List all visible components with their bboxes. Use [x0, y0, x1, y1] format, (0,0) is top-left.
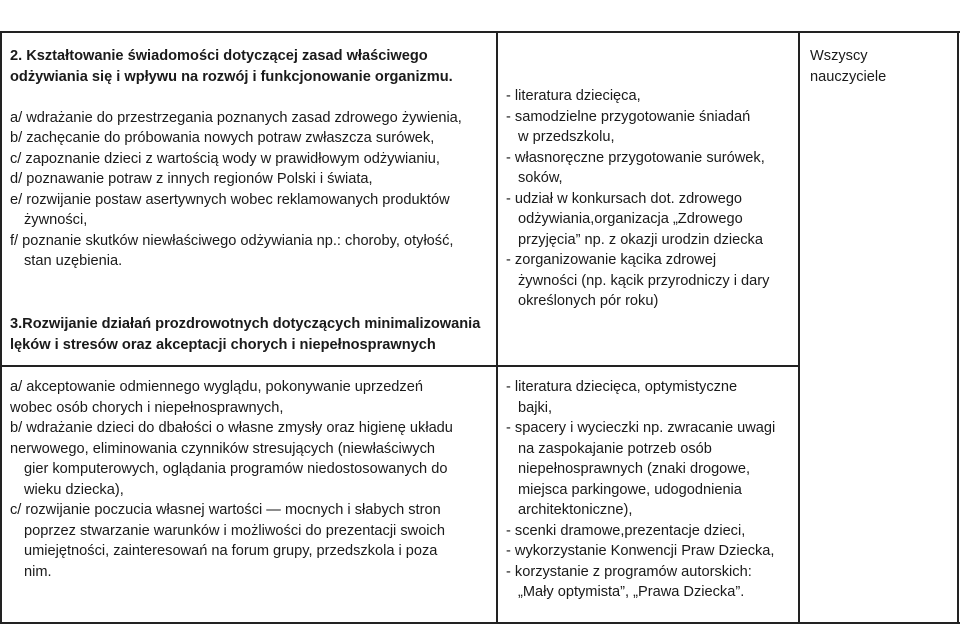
- task-item-continuation: poprzez stwarzanie warunków i możliwości do prezentacji swoich: [24, 522, 445, 539]
- method-item: - samodzielne przygotowanie śniadań: [506, 108, 751, 125]
- method-item-continuation: miejsca parkingowe, udogodnienia: [518, 481, 742, 498]
- table-left-border: [0, 31, 2, 624]
- section2-heading-line2: odżywiania się i wpływu na rozwój i funkcjonowanie organizmu.: [10, 68, 453, 85]
- section3-methods-cell: [506, 377, 775, 603]
- method-item: - korzystanie z programów autorskich:: [506, 563, 752, 580]
- task-item: a/ akceptowanie odmiennego wyglądu, pokonywanie uprzedzeń: [10, 379, 423, 395]
- section3-tasks-cell: [10, 377, 453, 582]
- method-item-continuation: niepełnosprawnych (znaki drogowe,: [518, 461, 751, 477]
- task-item-continuation: nerwowego, eliminowania czynników stresujących (niewłaściwych: [10, 440, 436, 457]
- section3-heading-line1: 3.Rozwijanie działań prozdrowotnych dotyczących minimalizowania: [10, 316, 481, 332]
- responsible-line2: nauczyciele: [810, 68, 887, 85]
- method-item-continuation: „Mały optymista”, „Prawa Dziecka”.: [518, 584, 745, 600]
- table-row-divider: [0, 365, 800, 367]
- table-column-divider-1: [496, 31, 498, 624]
- method-item: - udział w konkursach dot. zdrowego: [506, 190, 743, 207]
- method-item: - literatura dziecięca,: [506, 88, 641, 104]
- section2-heading-line1: 2. Kształtowanie świadomości dotyczącej zasad właściwego: [10, 48, 428, 64]
- task-item: e/ rozwijanie postaw asertywnych wobec reklamowanych produktów: [10, 191, 450, 208]
- task-item-continuation: gier komputerowych, oglądania programów niedostosowanych do: [24, 461, 448, 477]
- method-item: - scenki dramowe,prezentacje dzieci,: [506, 522, 746, 539]
- task-item-continuation: żywności,: [24, 212, 88, 228]
- method-item-continuation: odżywiania,organizacja „Zdrowego: [518, 211, 743, 227]
- task-item: c/ rozwijanie poczucia własnej wartości — mocnych i słabych stron: [10, 502, 441, 518]
- task-item-continuation: nim.: [24, 563, 52, 580]
- method-item-continuation: na zaspokajanie potrzeb osób: [518, 440, 712, 457]
- method-item-continuation: żywności (np. kącik przyrodniczy i dary: [518, 272, 770, 289]
- method-item: - własnoręczne przygotowanie surówek,: [506, 149, 765, 166]
- method-item-continuation: w przedszkolu,: [518, 129, 615, 145]
- responsible-line1: Wszyscy: [810, 48, 868, 64]
- method-item: - spacery i wycieczki np. zwracanie uwagi: [506, 420, 776, 436]
- section3-heading-line2: lęków i stresów oraz akceptacji chorych i niepełnosprawnych: [10, 336, 436, 353]
- method-item: - wykorzystanie Konwencji Praw Dziecka,: [506, 543, 775, 559]
- table-right-border: [957, 31, 959, 624]
- method-item: - zorganizowanie kącika zdrowej: [506, 252, 717, 268]
- task-item: c/ zapoznanie dzieci z wartością wody w prawidłowym odżywianiu,: [10, 150, 440, 167]
- task-item-continuation: wieku dziecka),: [24, 481, 124, 498]
- table-top-border: [0, 31, 960, 33]
- method-item-continuation: określonych pór roku): [518, 293, 659, 309]
- task-item: b/ wdrażanie dzieci do dbałości o własne zmysły oraz higienę układu: [10, 420, 453, 436]
- task-item-continuation: wobec osób chorych i niepełnosprawnych,: [10, 399, 284, 416]
- task-item: a/ wdrażanie do przestrzegania poznanych zasad zdrowego żywienia,: [10, 109, 462, 126]
- spacer: [10, 87, 462, 108]
- section2-tasks-cell: [10, 46, 462, 272]
- method-item-continuation: bajki,: [518, 399, 553, 416]
- method-item-continuation: przyjęcia” np. z okazji urodzin dziecka: [518, 231, 763, 248]
- table-bottom-border: [0, 622, 960, 624]
- table-column-divider-2: [798, 31, 800, 624]
- task-item-continuation: umiejętności, zainteresowań na forum grupy, przedszkola i poza: [24, 543, 438, 559]
- task-item: d/ poznawanie potraw z innych regionów Polski i świata,: [10, 171, 373, 187]
- section3-heading: [10, 314, 480, 355]
- method-item-continuation: architektoniczne),: [518, 502, 633, 518]
- method-item-continuation: soków,: [518, 170, 563, 186]
- task-item: f/ poznanie skutków niewłaściwego odżywiania np.: choroby, otyłość,: [10, 232, 454, 249]
- responsible-cell: [810, 46, 886, 87]
- method-item: - literatura dziecięca, optymistyczne: [506, 379, 738, 395]
- task-item-continuation: stan uzębienia.: [24, 253, 123, 269]
- task-item: b/ zachęcanie do próbowania nowych potraw zwłaszcza surówek,: [10, 130, 435, 146]
- section2-methods-cell: [506, 86, 769, 312]
